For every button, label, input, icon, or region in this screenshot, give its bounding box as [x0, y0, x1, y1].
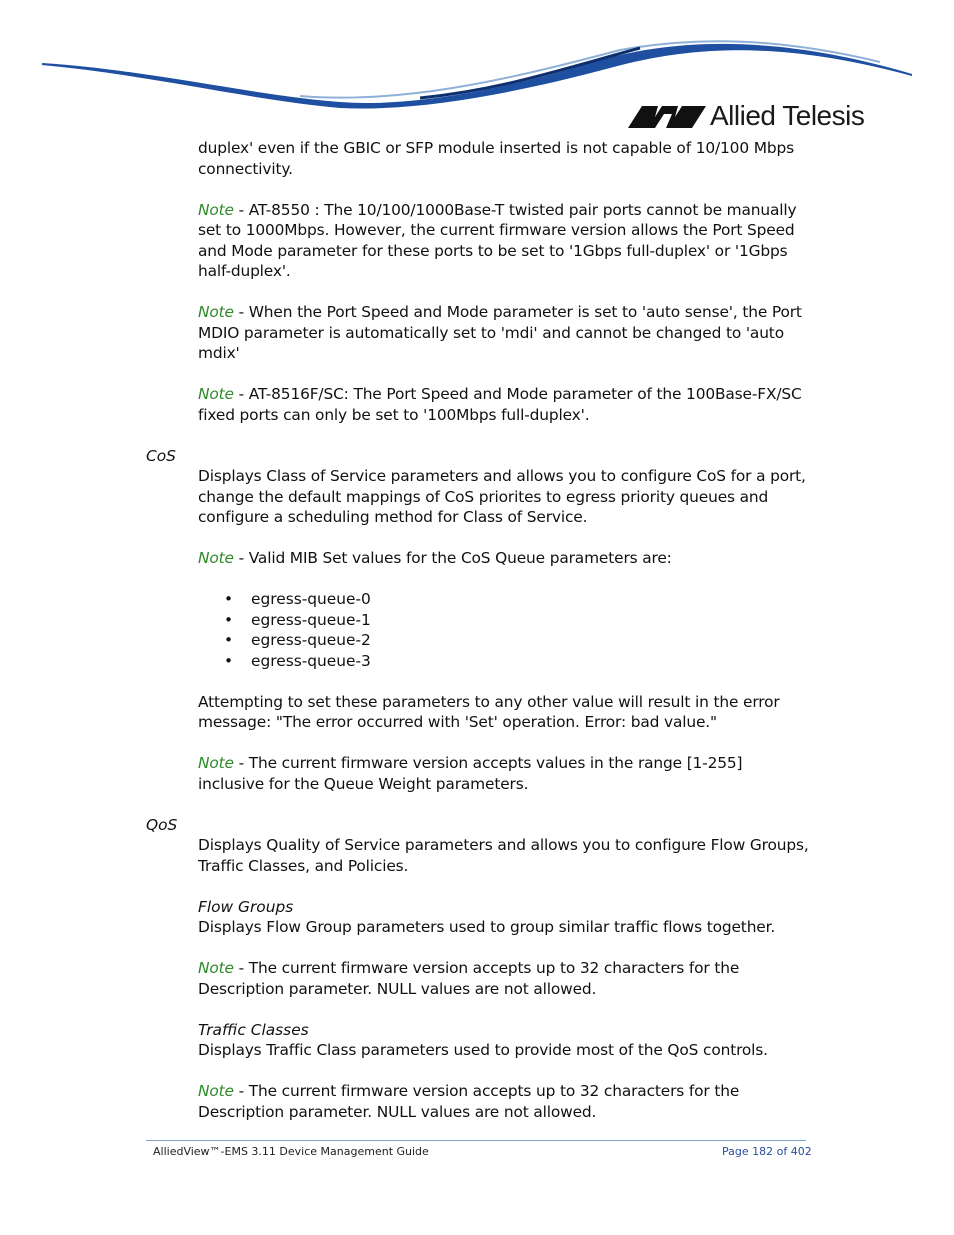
list-item: • egress-queue-1	[224, 610, 371, 629]
note-at8550	[198, 200, 810, 282]
note-label: Note	[198, 200, 234, 219]
subheading-traffic-classes: Traffic Classes	[198, 1020, 309, 1039]
bullet-icon: •	[224, 651, 234, 670]
footer-page-number: Page 182 of 402	[722, 1145, 812, 1158]
footer-guide-title: AlliedView™-EMS 3.11 Device Management Guide	[153, 1145, 429, 1158]
list-item: • egress-queue-0	[224, 590, 371, 608]
note-label: Note	[198, 959, 234, 977]
traffic-classes-description: Displays Traffic Class parameters used to provide most of the QoS controls.	[198, 1041, 768, 1059]
paragraph-duplex: duplex' even if the GBIC or SFP module inserted is not capable of 10/100 Mbps connectivity.	[198, 139, 794, 178]
note-traffic-description	[198, 1081, 810, 1122]
note-queue-weight	[198, 753, 810, 794]
note-label: Note	[198, 549, 234, 567]
footer-divider	[146, 1140, 806, 1141]
note-text: - When the Port Speed and Mode parameter is set to 'auto sense', the Port MDIO parameter is automatically set to 'mdi' and cannot be changed to 'auto mdix'	[198, 303, 802, 362]
note-label: Note	[198, 754, 234, 772]
note-text: - AT-8550 : The 10/100/1000Base-T twisted pair ports cannot be manually set to 1000Mbps. However, the current firmware version allows the Port Speed and Mode parameter for these ports to be set to '1Gbps full-duplex' or '1Gbps half-duplex'.	[198, 200, 797, 280]
note-text: - Valid MIB Set values for the CoS Queue parameters are:	[233, 549, 672, 567]
qos-description: Displays Quality of Service parameters and allows you to configure Flow Groups, Traffic Classes, and Policies.	[198, 836, 809, 875]
bullet-icon: •	[224, 610, 234, 629]
note-text: - AT-8516F/SC: The Port Speed and Mode parameter of the 100Base-FX/SC fixed ports can only be set to '100Mbps full-duplex'.	[198, 385, 802, 424]
note-text: - The current firmware version accepts up to 32 characters for the Description parameter. NULL values are not allowed.	[198, 959, 740, 998]
bullet-icon: •	[224, 631, 234, 649]
queue-list	[198, 589, 810, 671]
note-label: Note	[198, 303, 234, 321]
note-label: Note	[198, 1082, 234, 1100]
logo-text: Allied Telesis	[710, 100, 865, 131]
section-heading-cos: CoS	[146, 446, 176, 465]
logo-mark-icon	[628, 106, 706, 128]
cos-description: Displays Class of Service parameters and allows you to configure CoS for a port, change the default mappings of CoS priorites to egress priority queues and configure a scheduling method for Class of Service.	[198, 467, 806, 526]
allied-telesis-logo	[628, 100, 868, 134]
page-content	[146, 138, 810, 1122]
section-heading-qos: QoS	[146, 815, 178, 834]
error-message-paragraph: Attempting to set these parameters to any other value will result in the error message: "The error occurred with 'Set' operation. Error: bad value."	[198, 692, 780, 731]
flow-groups-description: Displays Flow Group parameters used to group similar traffic flows together.	[198, 918, 776, 936]
note-label: Note	[198, 385, 234, 403]
note-auto-sense	[198, 302, 810, 364]
list-item: • egress-queue-3	[224, 651, 371, 670]
note-at8516f	[198, 384, 810, 425]
subheading-flow-groups: Flow Groups	[198, 897, 294, 916]
note-text: - The current firmware version accepts values in the range [1-255] inclusive for the Queue Weight parameters.	[198, 754, 743, 793]
list-item: • egress-queue-2	[224, 631, 371, 649]
note-text: - The current firmware version accepts up to 32 characters for the Description parameter. NULL values are not allowed.	[198, 1082, 740, 1121]
bullet-icon: •	[224, 590, 234, 608]
note-flow-description	[198, 958, 810, 999]
note-cos-queue	[198, 548, 810, 569]
